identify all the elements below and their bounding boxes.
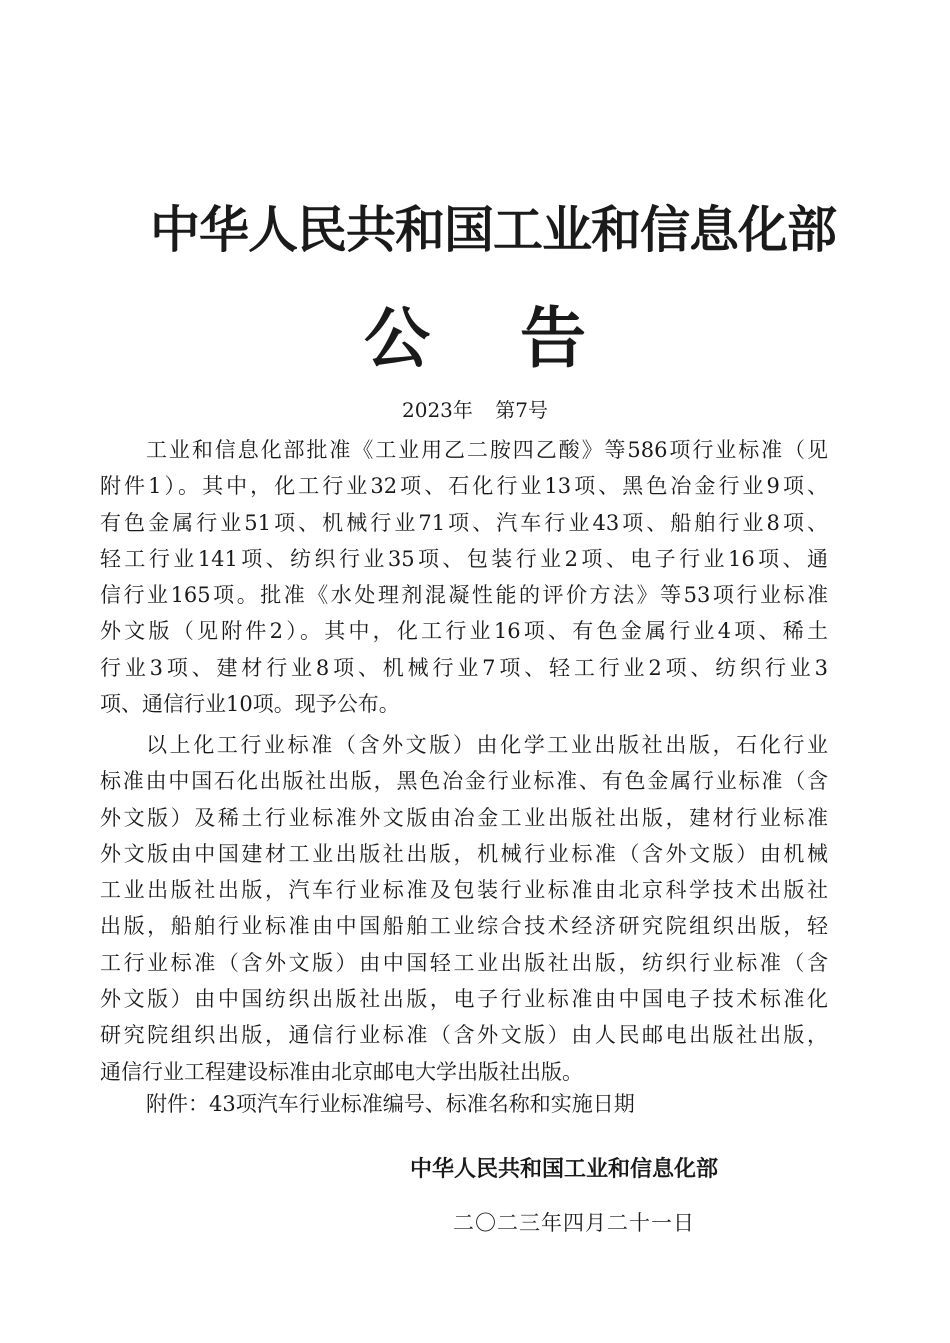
text-line: 工行业标准（含外文版）由中国轻工业出版社出版，纺织行业标准（含	[100, 950, 828, 975]
document-type: 公告	[364, 299, 676, 377]
text-line: 工业和信息化部批准《工业用乙二胺四乙酸》等586项行业标准（见	[146, 438, 828, 462]
text-line: 以上化工行业标准（含外文版）由化学工业出版社出版，石化行业	[146, 733, 828, 757]
attachment-note: 附件：43项汽车行业标准编号、标准名称和实施日期	[146, 1092, 635, 1116]
text-line: 行业3项、建材行业8项、机械行业7项、轻工行业2项、纺织行业3	[100, 655, 828, 680]
document-year: 2023年	[402, 398, 473, 422]
text-line: 工业出版社出版，汽车行业标准及包装行业标准由北京科学技术出版社	[100, 878, 828, 903]
signature-issuer: 中华人民共和国工业和信息化部	[410, 1157, 719, 1182]
text-line: 有色金属行业51项、机械行业71项、汽车行业43项、船舶行业8项、	[100, 510, 828, 535]
text-line: 附件1）。其中，化工行业32项、石化行业13项、黑色冶金行业9项、	[100, 474, 828, 499]
text-line: 外文版（见附件2）。其中，化工行业16项、有色金属行业4项、稀土	[100, 619, 828, 644]
paragraph-2	[100, 727, 828, 1090]
issuer-title: 中华人民共和国工业和信息化部	[150, 201, 836, 259]
text-line: 研究院组织出版，通信行业标准（含外文版）由人民邮电出版社出版，	[100, 1023, 828, 1048]
text-line: 通信行业工程建设标准由北京邮电大学出版社出版。	[100, 1059, 583, 1084]
text-line: 项、通信行业10项。现予公布。	[100, 692, 400, 717]
text-line: 外文版由中国建材工业出版社出版，机械行业标准（含外文版）由机械	[100, 841, 828, 866]
issue-date: 二〇二三年四月二十一日	[453, 1211, 695, 1235]
text-line: 标准由中国石化出版社出版，黑色冶金行业标准、有色金属行业标准（含	[100, 769, 828, 794]
text-line: 轻工行业141项、纺织行业35项、包装行业2项、电子行业16项、通	[100, 546, 828, 571]
paragraph-1	[100, 432, 828, 722]
document-issue-number: 第7号	[495, 398, 548, 422]
document-number	[0, 394, 950, 423]
text-line: 出版，船舶行业标准由中国船舶工业综合技术经济研究院组织出版，轻	[100, 914, 828, 939]
text-line: 外文版）由中国纺织出版社出版，电子行业标准由中国电子技术标准化	[100, 987, 828, 1012]
text-line: 信行业165项。批准《水处理剂混凝性能的评价方法》等53项行业标准	[100, 583, 828, 608]
text-line: 外文版）及稀土行业标准外文版由冶金工业出版社出版，建材行业标准	[100, 805, 828, 830]
